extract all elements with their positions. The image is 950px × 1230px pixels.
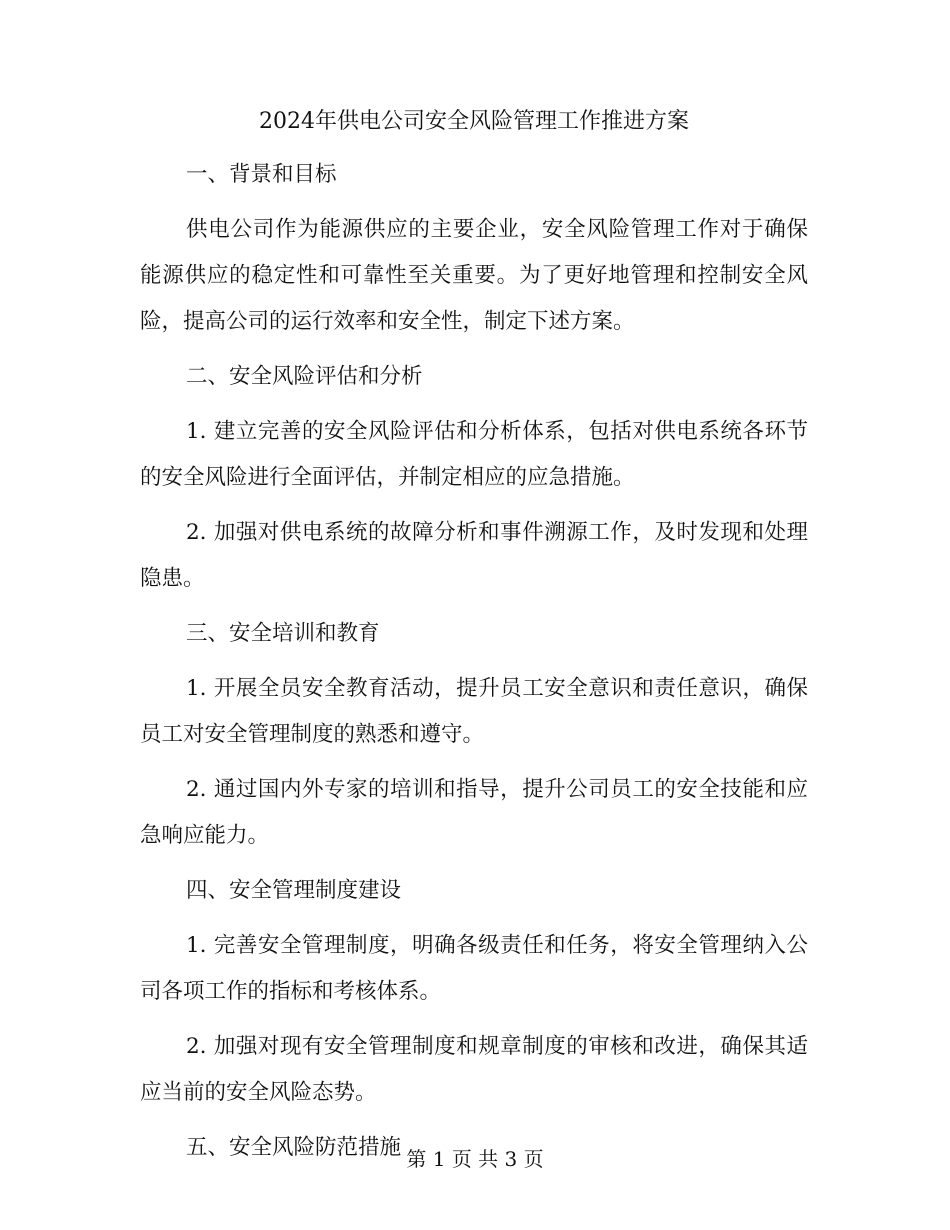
document-title: 2024年供电公司安全风险管理工作推进方案 [259,109,689,134]
section-heading-3: 三、安全培训和教育 [186,621,380,646]
paragraph-regulation-1: 1. 完善安全管理制度，明确各级责任和任务，将安全管理纳入公司各项工作的指标和考核体系。 [140,933,808,1004]
section-heading-2: 二、安全风险评估和分析 [186,364,423,389]
paragraph-training-2: 2. 通过国内外专家的培训和指导，提升公司员工的安全技能和应急响应能力。 [140,777,808,848]
section-heading-1: 一、背景和目标 [186,162,337,187]
page-number-footer: 第 1 页 共 3 页 [406,1147,544,1171]
paragraph-training-1: 1. 开展全员安全教育活动，提升员工安全意识和责任意识，确保员工对安全管理制度的熟悉和遵守。 [140,676,808,747]
paragraph-risk-assessment-1: 1. 建立完善的安全风险评估和分析体系，包括对供电系统各环节的安全风险进行全面评估，并制定相应的应急措施。 [140,419,808,490]
document-body [140,100,808,1180]
paragraph-regulation-2: 2. 加强对现有安全管理制度和规章制度的审核和改进，确保其适应当前的安全风险态势。 [140,1034,808,1105]
paragraph-background: 供电公司作为能源供应的主要企业，安全风险管理工作对于确保能源供应的稳定性和可靠性至关重要。为了更好地管理和控制安全风险，提高公司的运行效率和安全性，制定下述方案。 [140,217,808,334]
section-heading-5: 五、安全风险防范措施 [186,1135,402,1160]
paragraph-risk-assessment-2: 2. 加强对供电系统的故障分析和事件溯源工作，及时发现和处理隐患。 [140,520,808,591]
section-heading-4: 四、安全管理制度建设 [186,878,402,903]
